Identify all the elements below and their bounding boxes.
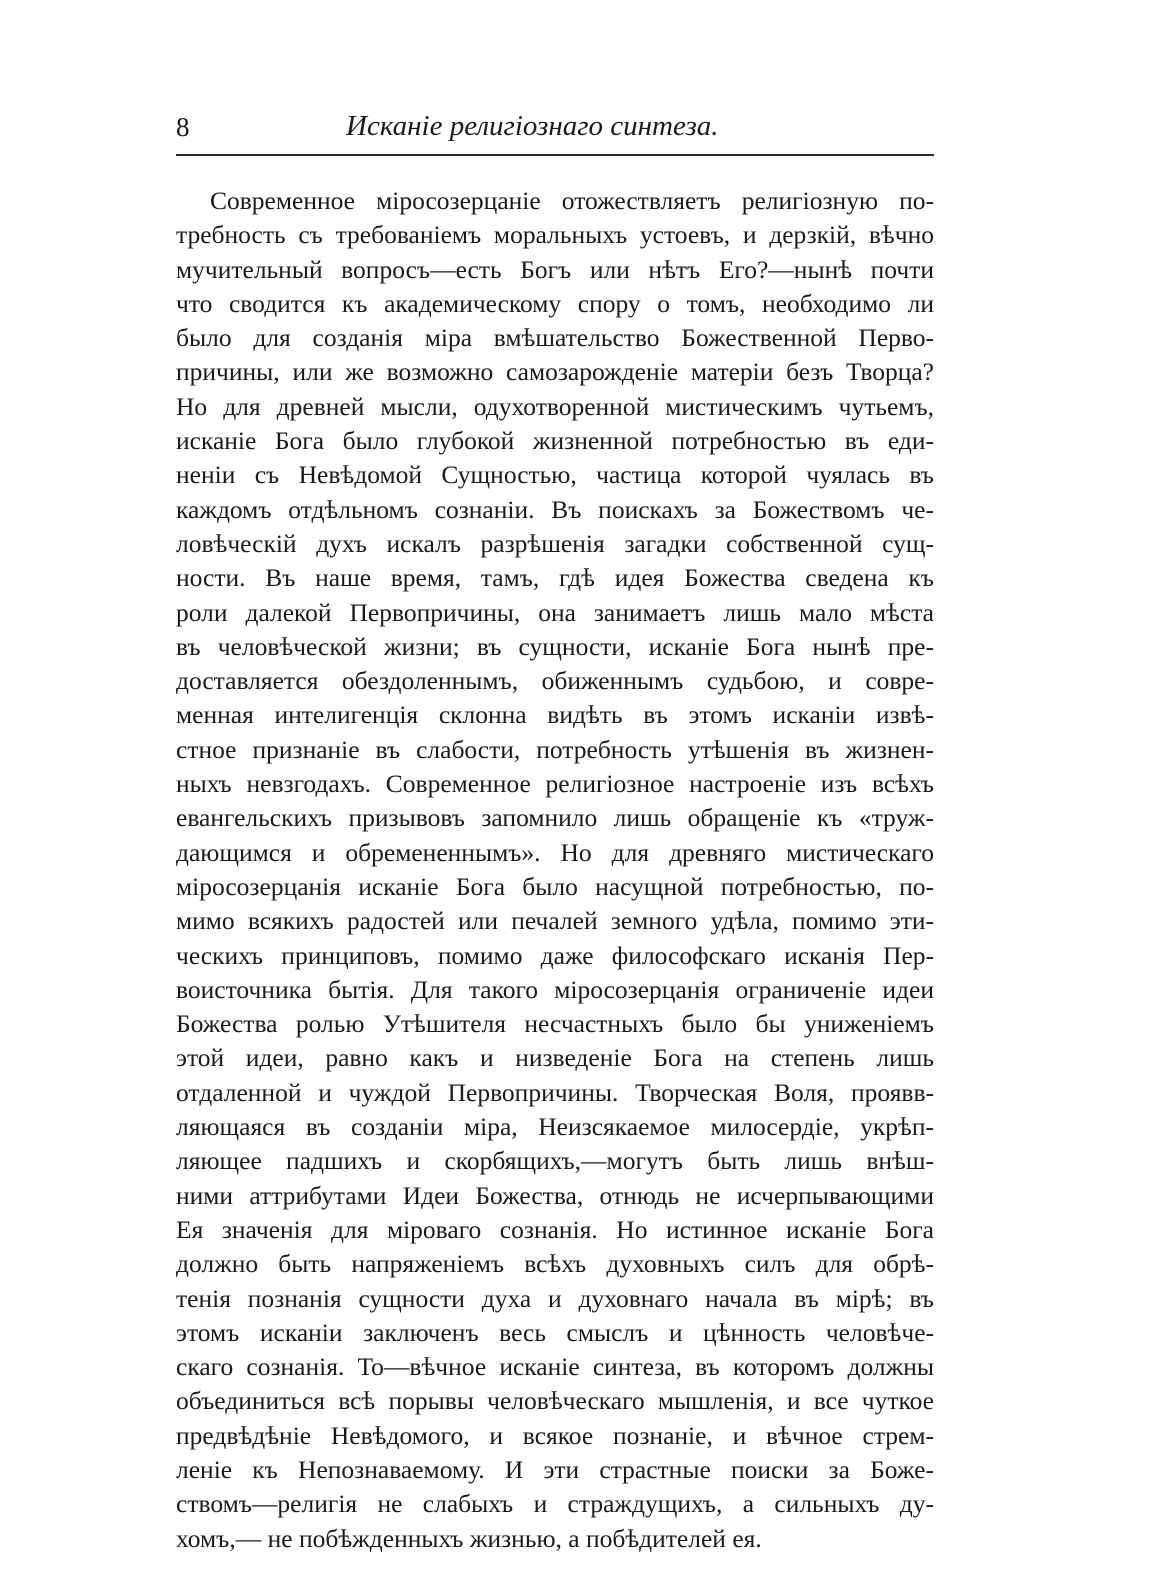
text-line: леніе къ Непознаваемому. И эти страстные поиски за Боже-: [176, 1454, 934, 1484]
text-line: ческихъ принциповъ, помимо даже философскаго исканія Пер-: [176, 940, 934, 970]
text-line: мимо всякихъ радостей или печалей земного удѣла, помимо эти-: [176, 906, 934, 936]
text-line: Но для древней мысли, одухотворенной мистическимъ чутьемъ,: [176, 391, 934, 421]
text-line: этомъ исканіи заключенъ весь смыслъ и цѣнность человѣче-: [176, 1317, 934, 1347]
text-line: мучительный вопросъ—есть Богъ или нѣтъ Его?—нынѣ почти: [176, 254, 934, 284]
text-line: должно быть напряженіемъ всѣхъ духовныхъ силъ для обрѣ-: [176, 1249, 934, 1279]
text-line: что сводится къ академическому спору о томъ, необходимо ли: [176, 288, 934, 318]
text-line: ловѣческій духъ искалъ разрѣшенія загадки собственной сущ-: [176, 528, 934, 558]
running-title: Исканіе религіознаго синтеза.: [346, 110, 719, 142]
text-line: было для созданія міра вмѣшательство Божественной Перво-: [176, 323, 934, 353]
text-line: евангельскихъ призывовъ запомнило лишь обращеніе къ «труж-: [176, 803, 934, 833]
header-rule: [176, 154, 934, 156]
page-number: 8: [176, 112, 190, 142]
text-line: міросозерцанія исканіе Бога было насущной потребностью, по-: [176, 871, 934, 901]
text-line: исканіе Бога было глубокой жизненной потребностью въ еди-: [176, 426, 934, 456]
text-line: стное признаніе въ слабости, потребность утѣшенія въ жизнен-: [176, 734, 934, 764]
running-head: [176, 108, 936, 148]
text-line: тенія познанія сущности духа и духовнаго начала въ мірѣ; въ: [176, 1283, 934, 1313]
text-line: роли далекой Первопричины, она занимаетъ лишь мало мѣста: [176, 597, 934, 627]
text-line: отдаленной и чуждой Первопричины. Творческая Воля, проявв-: [176, 1077, 934, 1107]
body-paragraph: [176, 184, 934, 1556]
text-line: предвѣдѣніе Невѣдомого, и всякое познаніе, и вѣчное стрем-: [176, 1420, 934, 1450]
text-line: неніи съ Невѣдомой Сущностью, частица которой чуялась въ: [176, 460, 934, 490]
text-line: Божества ролью Утѣшителя несчастныхъ было бы униженіемъ: [176, 1009, 934, 1039]
text-line: ствомъ—религія не слабыхъ и страждущихъ, а сильныхъ ду-: [176, 1489, 934, 1519]
text-line: требность съ требованіемъ моральныхъ устоевъ, и дерзкій, вѣчно: [176, 220, 934, 250]
text-line: Современное міросозерцаніе отожествляетъ религіозную по-: [210, 186, 934, 215]
text-line: менная интелигенція склонна видѣть въ этомъ исканіи извѣ-: [176, 700, 934, 730]
text-line: въ человѣческой жизни; въ сущности, исканіе Бога нынѣ пре-: [176, 631, 934, 661]
text-line: дающимся и обремененнымъ». Но для древняго мистическаго: [176, 837, 934, 867]
text-line: доставляется обездоленнымъ, обиженнымъ судьбою, и совре-: [176, 666, 934, 696]
text-line: ляющее падшихъ и скорбящихъ,—могутъ быть лишь внѣш-: [176, 1146, 934, 1176]
text-line: ности. Въ наше время, тамъ, гдѣ идея Божества сведена къ: [176, 563, 934, 593]
text-line: ляющаяся въ созданіи міра, Неизсякаемое милосердіе, укрѣп-: [176, 1112, 934, 1142]
text-line: каждомъ отдѣльномъ сознаніи. Въ поискахъ за Божествомъ че-: [176, 494, 934, 524]
text-line: этой идеи, равно какъ и низведеніе Бога на степень лишь: [176, 1043, 934, 1073]
text-line: ныхъ невзгодахъ. Современное религіозное настроеніе изъ всѣхъ: [176, 769, 934, 799]
text-line: объединиться всѣ порывы человѣческаго мышленія, и все чуткое: [176, 1386, 934, 1416]
text-line: воисточника бытія. Для такого міросозерцанія ограниченіе идеи: [176, 974, 934, 1004]
text-line: скаго сознанія. То—вѣчное исканіе синтеза, въ которомъ должны: [176, 1352, 934, 1382]
text-line: причины, или же возможно самозарожденіе матеріи безъ Творца?: [176, 357, 934, 387]
text-line: хомъ,— не побѣжденныхъ жизнью, а побѣдителей ея.: [176, 1523, 762, 1553]
text-line: ними аттрибутами Идеи Божества, отнюдь не исчерпывающими: [176, 1180, 934, 1210]
text-line: Ея значенія для міроваго сознанія. Но истинное исканіе Бога: [176, 1214, 934, 1244]
